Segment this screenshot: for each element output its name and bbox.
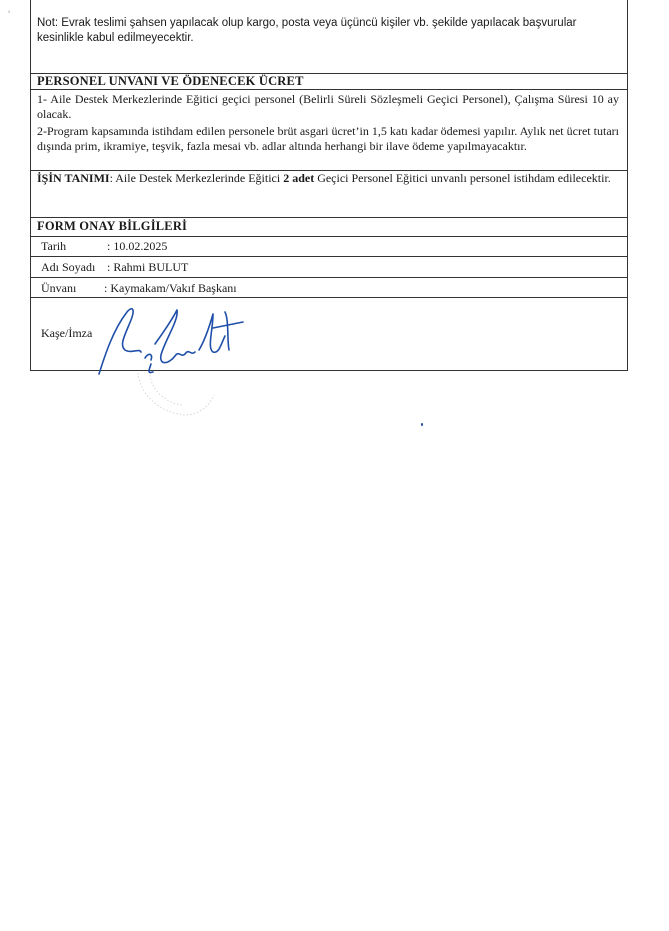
divider xyxy=(30,297,627,298)
job-description-label: İŞİN TANIMI xyxy=(37,171,110,185)
title-label: Ünvanı xyxy=(41,281,77,295)
title-value: : Kaymakam/Vakıf Başkanı xyxy=(104,281,237,295)
stamp-signature-label: Kaşe/İmza xyxy=(41,326,93,340)
notice-text xyxy=(37,16,627,46)
job-description-text: : Aile Destek Merkezlerinde Eğitici xyxy=(109,171,281,185)
date-label: Tarih xyxy=(41,239,67,253)
corner-mark: ˣ xyxy=(8,8,11,17)
approval-section-title: FORM ONAY BİLGİLERİ xyxy=(37,219,188,233)
notice-line-2: kesinlikle kabul edilmeyecektir. xyxy=(37,32,194,44)
personnel-section-title: PERSONEL UNVANI VE ÖDENECEK ÜCRET xyxy=(37,74,304,88)
divider xyxy=(30,277,627,278)
name-value: : Rahmi BULUT xyxy=(107,260,189,274)
divider xyxy=(30,256,627,257)
personnel-item-1: 1- Aile Destek Merkezlerinde Eğitici geçici personel (Belirli Süreli Sözleşmeli Geçici Personel), Çalışma Süresi 10 ay olacak. xyxy=(37,92,619,121)
faint-stamp xyxy=(130,355,220,420)
divider xyxy=(30,236,627,237)
date-value: : 10.02.2025 xyxy=(107,239,168,253)
job-count: 2 adet xyxy=(283,171,315,185)
divider xyxy=(30,217,627,218)
divider xyxy=(30,89,627,90)
personnel-item-2: 2-Program kapsamında istihdam edilen personele brüt asgari ücret’in 1,5 katı kadar ödemesi yapılır. Aylık net ücret tutarı dışında prim, ikramiye, teşvik, fazla mesai vb. adlar altında herhangi bir ilave ödeme yapılmayacaktır. xyxy=(37,124,619,153)
job-description xyxy=(37,171,619,186)
ink-dot xyxy=(421,423,423,426)
job-description-text-cont: Geçici Personel Eğitici unvanlı personel istihdam edilecektir. xyxy=(317,171,611,185)
name-label: Adı Soyadı xyxy=(41,260,96,274)
notice-line-1: Not: Evrak teslimi şahsen yapılacak olup kargo, posta veya üçüncü kişiler vb. şekilde yapılacak başvurular xyxy=(37,17,577,29)
